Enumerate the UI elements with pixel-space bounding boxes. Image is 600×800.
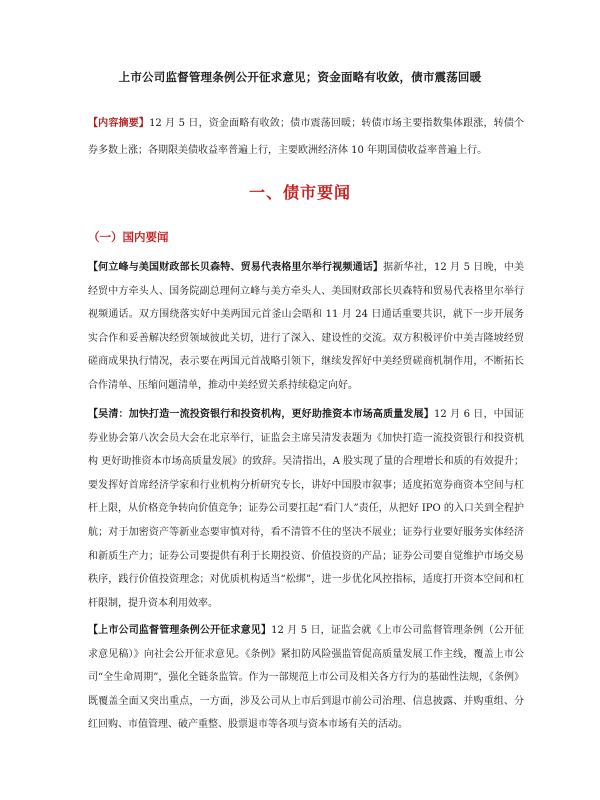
news-headline: 【上市公司监督管理条例公开征求意见】 — [88, 625, 272, 636]
news-paragraph — [88, 256, 524, 398]
news-body: 12 月 6 日，中国证券业协会第八次会员大会在北京举行，证监会主席吴清发表题为《加快打造一流投资银行和投资机构 更好助推资本市场高质量发展》的致辞。吴清指出，A 股实现了量的合理增长和质的有效提升；要发挥好首席经济学家和行业机构分析研究专长，讲好中国股市叙事；适度拓宽券商资本空间与杠杆上限，从价格竞争转向价值竞争；证券公司要扛起“看门人”责任，从把好 IPO 的入口关到全程护航；对于加密资产等新业态要审慎对待，看不清管不住的坚决不展业；证券行业要好服务实体经济和新质生产力；证券公司要提供有利于长期投资、价值投资的产品；证券公司要自觉维护市场交易秩序，践行价值投资理念；对优质机构适当“松绑”，进一步优化风控指标，适度打开资本空间和杠杆限制，提升资本利用效率。 — [88, 409, 525, 609]
abstract-label: 【内容摘要】 — [88, 118, 150, 129]
subsection-title: （一）国内要闻 — [88, 230, 169, 244]
news-body: 12 月 5 日，证监会就《上市公司监督管理条例（公开征求意见稿）》向社会公开征求意见。《条例》紧扣防风险强监管促高质量发展工作主线，覆盖上市公司“全生命周期”，强化全链条监管。作为一部规范上市公司及相关各方行为的基础性法规，《条例》既覆盖全面又突出重点，一方面，涉及公司从上市后到退市前公司治理、信息披露、并购重组、分红回购、市值管理、破产重整、股票退市等各项与资本市场有关的活动。 — [88, 625, 524, 731]
abstract-text: 12 月 5 日，资金面略有收敛；债市震荡回暖；转债市场主要指数集体跟涨，转债个券多数上涨；各期限美债收益率普遍上行，主要欧洲经济体 10 年期国债收益率普遍上行。 — [88, 118, 525, 156]
news-paragraph — [88, 403, 524, 615]
news-headline: 【何立峰与美国财政部长贝森特、贸易代表格里尔举行视频通话】 — [88, 262, 384, 273]
news-body: 据新华社，12 月 5 日晚，中美经贸中方牵头人、国务院副总理何立峰与美方牵头人、美国财政部长贝森特和贸易代表格里尔举行视频通话。双方围绕落实好中美两国元首釜山会晤和 11 月 24 日通话重要共识，就下一步开展务实合作和妥善解决经贸领域彼此关切，进行了深入、建设性的交流。双方积极评价中美吉隆坡经贸磋商成果执行情况，表示要在两国元首战略引领下，继续发挥好中美经贸磋商机制作用，不断拓长合作清单、压缩问题清单，推动中美经贸关系持续稳定向好。 — [88, 262, 524, 391]
news-paragraph — [88, 619, 524, 769]
news-headline: 【吴清：加快打造一流投资银行和投资机构，更好助推资本市场高质量发展】 — [88, 409, 434, 420]
document-title: 上市公司监督管理条例公开征求意见；资金面略有收敛，债市震荡回暖 — [118, 70, 482, 84]
abstract — [88, 110, 524, 164]
section-title: 一、债市要闻 — [248, 183, 351, 202]
